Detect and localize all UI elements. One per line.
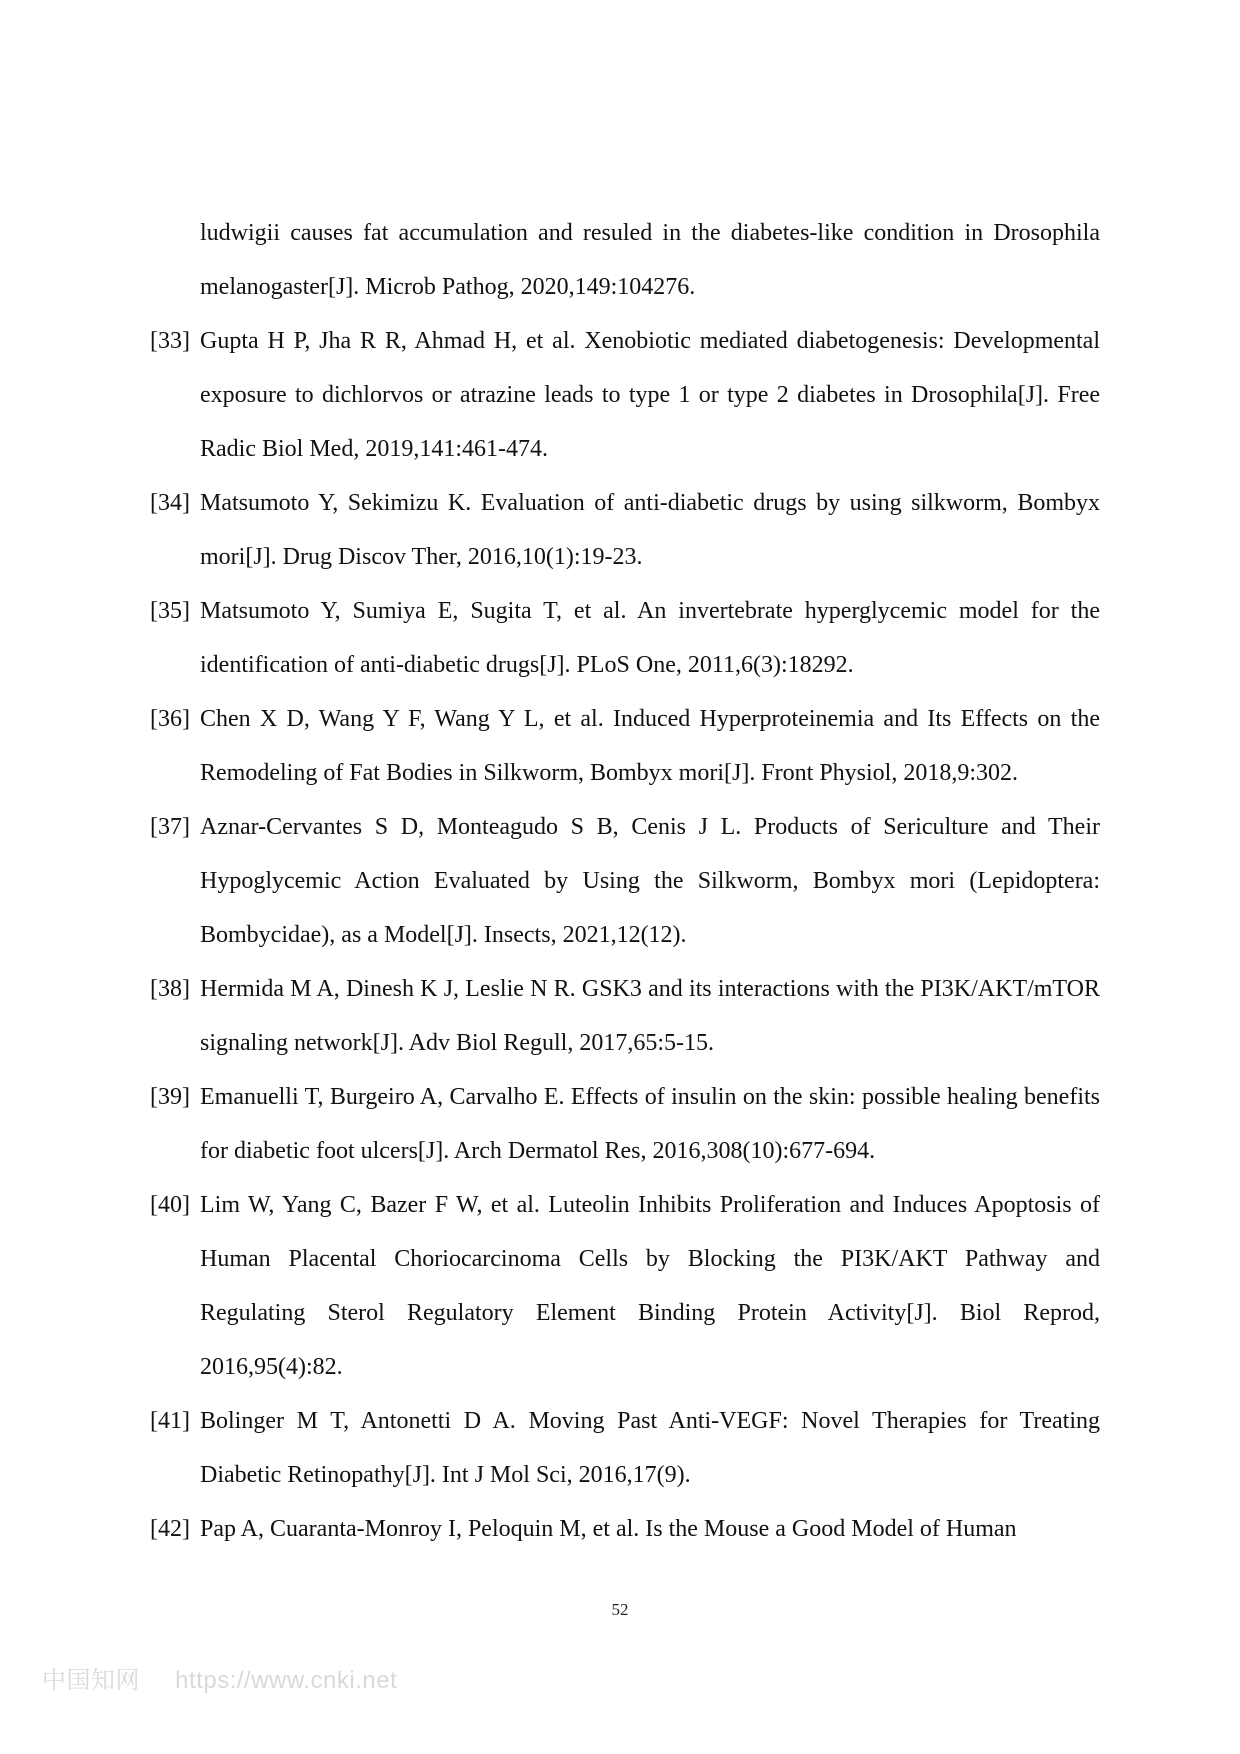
reference-item — [150, 1178, 1100, 1394]
reference-item — [150, 800, 1100, 962]
reference-text: Matsumoto Y, Sekimizu K. Evaluation of anti-diabetic drugs by using silkworm, Bombyx mori[J]. Drug Discov Ther, 2016,10(1):19-23. — [200, 490, 1100, 570]
reference-item — [150, 476, 1100, 584]
reference-text: Aznar-Cervantes S D, Monteagudo S B, Cenis J L. Products of Sericulture and Their Hypoglycemic Action Evaluated by Using the Silkworm, Bombyx mori (Lepidoptera: Bombycidae), as a Model[J]. Insects, 2021,12(12). — [200, 814, 1100, 948]
reference-number: [42] — [150, 1516, 190, 1542]
reference-text: Bolinger M T, Antonetti D A. Moving Past Anti-VEGF: Novel Therapies for Treating Diabetic Retinopathy[J]. Int J Mol Sci, 2016,17(9). — [200, 1408, 1100, 1488]
reference-number: [36] — [150, 706, 190, 732]
reference-list — [150, 206, 1100, 1556]
watermark-brand: 中国知网 — [42, 1667, 140, 1694]
reference-text: Gupta H P, Jha R R, Ahmad H, et al. Xenobiotic mediated diabetogenesis: Developmental exposure to dichlorvos or atrazine leads to type 1 or type 2 diabetes in Drosophila[J]. Free Radic Biol Med, 2019,141:461-474. — [200, 328, 1100, 462]
reference-text: Chen X D, Wang Y F, Wang Y L, et al. Induced Hyperproteinemia and Its Effects on the Remodeling of Fat Bodies in Silkworm, Bombyx mori[J]. Front Physiol, 2018,9:302. — [200, 706, 1100, 786]
reference-number: [39] — [150, 1084, 190, 1110]
reference-item — [150, 962, 1100, 1070]
reference-text: Lim W, Yang C, Bazer F W, et al. Luteolin Inhibits Proliferation and Induces Apoptosis of Human Placental Choriocarcinoma Cells by Blocking the PI3K/AKT Pathway and Regulating Sterol Regulatory Element Binding Protein Activity[J]. Biol Reprod, 2016,95(4):82. — [200, 1192, 1100, 1380]
watermark — [42, 1660, 397, 1695]
watermark-url: https://www.cnki.net — [175, 1667, 398, 1694]
reference-number: [41] — [150, 1408, 190, 1434]
reference-text: Hermida M A, Dinesh K J, Leslie N R. GSK3 and its interactions with the PI3K/AKT/mTOR signaling network[J]. Adv Biol Regull, 2017,65:5-15. — [200, 976, 1100, 1056]
reference-text: ludwigii causes fat accumulation and resuled in the diabetes-like condition in Drosophila melanogaster[J]. Microb Pathog, 2020,149:104276. — [200, 220, 1100, 300]
reference-item — [150, 584, 1100, 692]
reference-item — [150, 1394, 1100, 1502]
reference-number: [33] — [150, 328, 190, 354]
reference-item — [150, 314, 1100, 476]
reference-number: [38] — [150, 976, 190, 1002]
reference-text: Matsumoto Y, Sumiya E, Sugita T, et al. An invertebrate hyperglycemic model for the identification of anti-diabetic drugs[J]. PLoS One, 2011,6(3):18292. — [200, 598, 1100, 678]
reference-number: [37] — [150, 814, 190, 840]
reference-continuation — [150, 206, 1100, 314]
reference-item — [150, 1502, 1100, 1556]
reference-text: Pap A, Cuaranta-Monroy I, Peloquin M, et al. Is the Mouse a Good Model of Human — [200, 1516, 1017, 1542]
reference-item — [150, 692, 1100, 800]
reference-number: [35] — [150, 598, 190, 624]
reference-number: [34] — [150, 490, 190, 516]
reference-text: Emanuelli T, Burgeiro A, Carvalho E. Effects of insulin on the skin: possible healing benefits for diabetic foot ulcers[J]. Arch Dermatol Res, 2016,308(10):677-694. — [200, 1084, 1100, 1164]
page-number: 52 — [611, 1600, 629, 1619]
reference-number: [40] — [150, 1192, 190, 1218]
reference-item — [150, 1070, 1100, 1178]
